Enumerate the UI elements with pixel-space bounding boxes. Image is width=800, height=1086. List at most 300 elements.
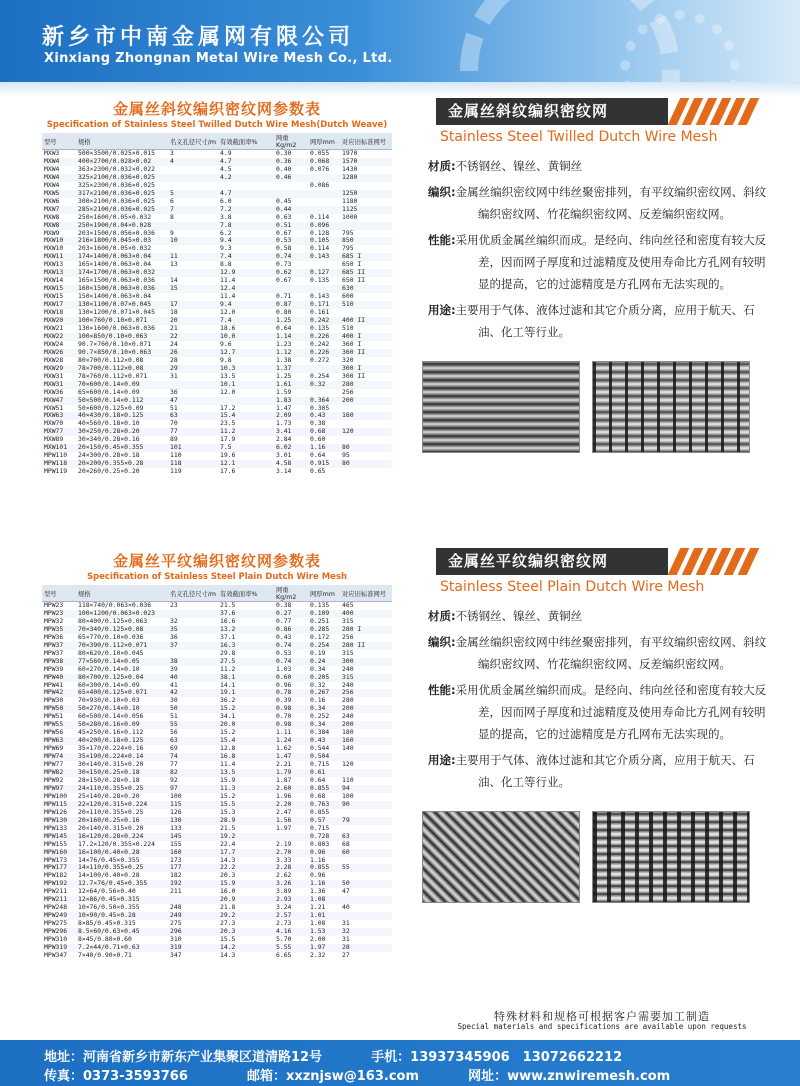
table-cell: 22.4 (220, 840, 236, 848)
table-cell: 16×100/0.40×0.28 (76, 849, 168, 857)
table-cell: 325×2300/0.036×0.025 (78, 181, 155, 189)
table-cell: 0.43 (308, 412, 340, 420)
table-cell: MXW22 (42, 333, 76, 341)
table-cell: 12.8 (220, 745, 236, 753)
table-cell: 15.2 (220, 792, 236, 800)
table-cell: MPW42 (42, 689, 76, 697)
table-cell: 155 (170, 840, 182, 848)
table-cell: 2.70 (274, 849, 308, 857)
table-cell: MXW31 (44, 372, 64, 380)
table-cell: MPW211 (42, 896, 76, 904)
table-cell: 0.63 (276, 213, 292, 221)
usage-text: 主要用于气体、液体过滤和其它介质分离，应用于航天、石油、化工等行业。 (455, 303, 755, 339)
table-cell: 51 (170, 713, 178, 721)
table-cell: 1.01 (308, 912, 340, 920)
twilled-table-title-en: Specification of Stainless Steel Twilled Dutch Wire Mesh(Dutch Weave) (46, 120, 388, 130)
table-cell: 50×600/0.125×0.09 (78, 404, 144, 412)
table-row (42, 206, 392, 214)
table-cell: 126 (170, 808, 182, 816)
table-cell: 0.171 (308, 301, 340, 309)
table-cell: MPW55 (42, 721, 76, 729)
table-row (42, 190, 392, 198)
table-cell: 28×150/0.28×0.18 (78, 776, 140, 784)
table-cell: 31 (342, 936, 350, 944)
table-row (42, 428, 392, 436)
table-cell: 17 (168, 301, 218, 309)
table-cell: 0.32 (308, 381, 340, 389)
table-cell: MPW347 (44, 951, 68, 959)
table-cell: 1.38 (276, 356, 292, 364)
table-cell: 0.226 (308, 333, 340, 341)
table-cell: 55 (340, 864, 392, 872)
table-row (42, 158, 392, 166)
table-cell: MPW192 (42, 880, 76, 888)
table-cell: 0.80 (276, 309, 292, 317)
table-row (42, 412, 392, 420)
table-cell: 20×110/0.355×0.25 (78, 808, 144, 816)
table-cell: 10.1 (218, 381, 274, 389)
table-cell: 1.53 (308, 928, 340, 936)
table-cell: 510 (342, 324, 354, 332)
table-cell: 0.251 (310, 617, 330, 625)
table-cell: MPW40 (42, 674, 76, 682)
table-cell: MXW8 (42, 222, 76, 230)
table-cell: 0.43 (308, 737, 340, 745)
twilled-description (412, 98, 772, 453)
table-cell: 41 (170, 681, 178, 689)
table-cell: 36 (170, 633, 178, 641)
table-cell: 24×300/0.28×0.18 (78, 452, 140, 460)
table-cell: 7.8 (218, 222, 274, 230)
table-cell: 130×1600/0.063×0.036 (78, 324, 155, 332)
table-cell: 0.30 (276, 149, 292, 157)
plain-photos (422, 811, 772, 903)
table-cell: 7.2 (218, 206, 274, 214)
table-cell: MPW23 (42, 610, 76, 618)
column-header: 网重Kg/m2 (274, 133, 308, 150)
table-row (42, 198, 392, 206)
table-cell: 37.1 (220, 633, 236, 641)
table-cell: 30 (170, 697, 178, 705)
twilled-table-title-cn: 金属丝斜纹编织密纹网参数表 (112, 100, 321, 118)
table-row (42, 182, 392, 190)
table-cell: 1970 (342, 149, 358, 157)
table-cell (168, 245, 218, 253)
table-cell: 79 (340, 817, 392, 825)
table-cell: 25×140/0.28×0.20 (78, 792, 140, 800)
table-cell: 15.9 (218, 880, 274, 888)
table-cell: 70 (170, 420, 178, 428)
table-cell: 1.87 (276, 776, 292, 784)
table-cell (308, 389, 340, 397)
table-cell: 0.096 (308, 222, 340, 230)
table-cell: 360 I (342, 340, 362, 348)
table-cell: 133 (170, 824, 182, 832)
table-cell: 120 (342, 761, 354, 769)
table-cell: 1.16 (308, 444, 340, 452)
performance-text: 采用优质金属丝编织而成。是经向、纬向丝径和密度有较大反差，因而网子厚度和过滤精度及使用寿命比方孔网有较明显的提高，它的过滤精度是方孔网布无法实现的。 (455, 233, 767, 291)
table-header-row (42, 585, 392, 602)
table-row (42, 237, 392, 245)
table-cell: 63 (168, 737, 218, 745)
table-cell: 2.57 (274, 912, 308, 920)
table-row (42, 301, 392, 309)
table-cell: MXW4 (42, 158, 76, 166)
table-cell: 200 (340, 397, 392, 405)
table-row (42, 166, 392, 174)
table-cell: 630 (340, 285, 392, 293)
table-cell: 15.4 (218, 737, 274, 745)
table-cell: 80×700/0.112×0.08 (78, 356, 144, 364)
table-cell: 18.6 (220, 324, 236, 332)
table-row (42, 753, 392, 761)
table-cell: 1.97 (276, 824, 292, 832)
table-cell: MPW97 (42, 785, 76, 793)
table-cell: 0.135 (310, 601, 330, 609)
table-cell (340, 825, 392, 833)
table-cell: 17.2 (220, 404, 236, 412)
table-row (42, 365, 392, 373)
table-row (42, 309, 392, 317)
table-cell: 0.53 (276, 649, 292, 657)
table-cell: 80×620/0.10×0.045 (78, 649, 144, 657)
table-row (42, 920, 392, 928)
plain-material (420, 605, 772, 627)
table-cell: 0.60 (274, 674, 308, 682)
table-cell: 0.96 (276, 681, 292, 689)
table-cell: MPW160 (42, 849, 76, 857)
table-cell (308, 285, 340, 293)
table-cell: 50×280/0.16×0.09 (76, 721, 168, 729)
plain-spec-table (42, 585, 392, 960)
table-cell: MPW211 (44, 888, 68, 896)
table-cell: 40×430/0.18×0.125 (76, 412, 168, 420)
table-cell: MPW56 (44, 729, 64, 737)
table-cell: MXW7 (42, 206, 76, 214)
table-row (42, 357, 392, 365)
table-cell: 90.7×850/0.10×0.063 (76, 349, 168, 357)
table-row (42, 777, 392, 785)
table-cell: MXW31 (42, 381, 76, 389)
footer-website[interactable]: 网址：www.znwiremesh.com (468, 1069, 671, 1084)
table-cell: 160 (168, 849, 218, 857)
twilled-weave (420, 181, 772, 225)
table-cell (168, 222, 218, 230)
table-cell (168, 610, 218, 618)
table-cell: 0.34 (308, 721, 340, 729)
footer-email[interactable]: 邮箱：xxznjsw@163.com (246, 1069, 420, 1084)
table-cell: 0.40 (276, 165, 292, 173)
table-cell: 0.128 (310, 229, 330, 237)
table-cell: 2.62 (276, 872, 292, 880)
table-cell: 15.2 (218, 705, 274, 713)
table-cell: 500×3500/0.025×0.015 (78, 149, 155, 157)
table-cell: 21.5 (220, 601, 236, 609)
table-cell: 1.08 (310, 920, 326, 928)
table-cell: MPW41 (44, 681, 64, 689)
table-cell: 300 II (342, 372, 366, 380)
table-cell: 7.5 (218, 444, 274, 452)
footer-row-1 (44, 1046, 622, 1065)
table-cell: 1.25 (274, 317, 308, 325)
table-cell: MPW319 (42, 944, 76, 952)
table-row (42, 420, 392, 428)
table-cell (218, 182, 274, 190)
twilled-section-title-cn: 金属丝斜纹编织密纹网 (436, 98, 668, 125)
table-cell: 150×1400/0.063×0.04 (78, 293, 152, 301)
table-cell: 90 (340, 801, 392, 809)
table-row (42, 952, 392, 960)
table-row (42, 936, 392, 944)
table-cell: 0.51 (274, 222, 308, 230)
table-row (42, 269, 392, 277)
table-cell: 240 (342, 681, 354, 689)
table-cell: MPW51 (44, 713, 64, 721)
table-row (42, 230, 392, 238)
table-cell: 300 I (340, 365, 392, 373)
table-cell: 0.855 (308, 785, 340, 793)
table-cell: 94 (340, 785, 392, 793)
table-row (42, 944, 392, 952)
plain-table-body (42, 602, 392, 960)
performance-text: 采用优质金属丝编织而成。是经向、纬向丝径和密度有较大反差，因而网子厚度和过滤精度及使用寿命比方孔网有较明显的提高，它的过滤精度是方孔网布无法实现的。 (455, 683, 767, 741)
table-cell: 1.12 (274, 349, 308, 357)
table-cell: 145 (168, 833, 218, 841)
table-cell: 3 (170, 149, 174, 157)
table-cell: 100×850/0.10×0.063 (76, 333, 168, 341)
column-header: 网厚mm (308, 585, 340, 602)
table-cell: 0.67 (276, 229, 292, 237)
table-cell: 20×260/0.25×0.20 (78, 468, 140, 476)
table-cell: 250×1600/0.05×0.032 (78, 213, 152, 221)
table-cell: 28 (340, 944, 392, 952)
table-cell: 1.16 (308, 880, 340, 888)
table-cell (168, 182, 218, 190)
table-cell: 74 (168, 753, 218, 761)
table-cell: 34.1 (220, 713, 236, 721)
table-cell: 16.0 (220, 888, 236, 896)
table-cell: 0.272 (310, 356, 330, 364)
header-fade (0, 82, 800, 96)
table-row (42, 705, 392, 713)
table-cell: MXW6 (44, 197, 60, 205)
table-cell: 320 (342, 356, 354, 364)
table-cell: 9 (170, 229, 174, 237)
table-cell: 0.64 (310, 776, 326, 784)
table-cell: 78×700/0.112×0.08 (76, 365, 168, 373)
table-cell: 3.24 (276, 904, 292, 912)
plain-section-title-en: Stainless Steel Plain Dutch Wire Mesh (440, 579, 705, 595)
table-cell: 4.7 (218, 158, 274, 166)
table-cell: 0.96 (308, 849, 340, 857)
column-header: 型号 (42, 133, 76, 150)
table-header-row (42, 133, 392, 150)
column-header: 规格 (76, 585, 168, 602)
table-cell (274, 190, 308, 198)
table-cell: 1.47 (276, 404, 292, 412)
table-cell: MPW133 (44, 824, 68, 832)
table-cell: 77 (170, 761, 178, 769)
table-cell: MPW37 (42, 642, 76, 650)
table-cell: MPW130 (42, 817, 76, 825)
plain-section-title-cn: 金属丝平纹编织密纹网 (436, 548, 668, 575)
table-cell: 10×90/0.45×0.28 (76, 912, 168, 920)
table-cell: 11.3 (218, 785, 274, 793)
table-cell: 47 (342, 888, 350, 896)
table-cell: 0.305 (310, 404, 330, 412)
table-cell: 0.076 (310, 165, 330, 173)
table-row (42, 610, 392, 618)
table-cell: 100×1200/0.063×0.023 (76, 610, 168, 618)
table-cell: 2.93 (274, 896, 308, 904)
plain-usage (420, 749, 772, 793)
company-name-cn: 新乡市中南金属网有限公司 (42, 25, 355, 50)
table-cell: 80×700/0.125×0.04 (76, 674, 168, 682)
table-cell: 9.6 (220, 340, 232, 348)
table-cell: MPW92 (44, 776, 64, 784)
table-cell: 182 (170, 872, 182, 880)
table-cell: 0.252 (310, 713, 330, 721)
table-cell: MXW4 (42, 174, 76, 182)
table-row (42, 436, 392, 444)
table-cell: 40×560/0.18×0.10 (78, 420, 140, 428)
table-cell: 37 (168, 642, 218, 650)
table-cell: 1.83 (274, 397, 308, 405)
table-cell: 850 (340, 237, 392, 245)
table-cell: MPW50 (42, 705, 76, 713)
table-cell: 0.62 (274, 269, 308, 277)
table-cell: 14.3 (220, 951, 236, 959)
table-cell: MXW5 (42, 190, 76, 198)
table-cell (308, 261, 340, 269)
table-cell: 20.3 (220, 872, 236, 880)
table-cell: 65×600/0.14×0.09 (78, 388, 140, 396)
table-row (42, 761, 392, 769)
table-cell: 0.143 (308, 253, 340, 261)
table-cell: 1.79 (274, 769, 308, 777)
table-cell: 325×2100/0.036×0.025 (76, 174, 168, 182)
table-cell: 315 (340, 674, 392, 682)
table-cell: 0.53 (274, 237, 308, 245)
table-cell: 160×1500/0.063×0.036 (76, 285, 168, 293)
footer-row-2 (44, 1065, 670, 1084)
table-cell: 285×2100/0.036×0.025 (76, 206, 168, 214)
table-cell: MXW63 (42, 412, 76, 420)
table-cell: 0.64 (276, 324, 292, 332)
table-cell: MXW36 (44, 388, 64, 396)
performance-label: 性能: (428, 233, 456, 247)
table-cell: MPW37 (44, 649, 64, 657)
table-cell: 82 (168, 769, 218, 777)
table-cell: 47 (168, 397, 218, 405)
table-cell: 65×770/0.10×0.036 (78, 633, 144, 641)
table-cell: 203×1600/0.05×0.032 (78, 245, 152, 253)
table-cell (340, 420, 392, 428)
table-cell: 0.32 (310, 681, 326, 689)
table-cell: MXW9 (44, 229, 60, 237)
table-cell: 77×560/0.14×0.05 (76, 658, 168, 666)
table-cell: 280 II (340, 642, 392, 650)
table-cell: 12×86/0.45×0.315 (76, 896, 168, 904)
table-cell: 0.242 (308, 317, 340, 325)
table-cell: 0.715 (310, 824, 330, 832)
table-cell: 192 (168, 880, 218, 888)
table-cell: 7 (168, 206, 218, 214)
table-cell: 685 II (340, 269, 392, 277)
column-header: 有效截面率% (218, 585, 274, 602)
table-cell: 0.98 (274, 721, 308, 729)
table-cell: 15.3 (220, 808, 236, 816)
table-row (42, 825, 392, 833)
table-cell: 100 (170, 792, 182, 800)
table-cell: 12.1 (218, 460, 274, 468)
table-cell: 0.086 (310, 181, 330, 189)
table-cell: 20 (168, 317, 218, 325)
table-cell: 2.19 (276, 840, 292, 848)
plain-description (412, 548, 772, 903)
table-cell: 1125 (340, 206, 392, 214)
table-cell: 97 (168, 785, 218, 793)
table-cell: MXW14 (44, 277, 64, 285)
table-row (42, 666, 392, 674)
table-cell: 4.58 (274, 460, 308, 468)
table-cell: 19.1 (218, 689, 274, 697)
table-cell (340, 769, 392, 777)
table-cell: MPW249 (42, 912, 76, 920)
table-row (42, 801, 392, 809)
table-cell: 0.43 (276, 633, 292, 641)
table-cell: 22×120/0.315×0.224 (76, 801, 168, 809)
footer-phone[interactable]: 手机：13937345906 13072662212 (371, 1050, 623, 1065)
column-header: 对应旧标准网号 (340, 133, 392, 150)
table-cell: 0.71 (276, 293, 292, 301)
table-cell (308, 174, 340, 182)
table-cell: 31 (170, 372, 178, 380)
material-label: 材质: (428, 159, 456, 173)
table-cell (274, 833, 308, 841)
table-cell: 1.21 (310, 904, 326, 912)
table-cell: MPW119 (44, 468, 68, 476)
table-cell: 29.8 (220, 649, 236, 657)
weave-label: 编织: (428, 635, 456, 649)
table-cell (340, 309, 392, 317)
table-cell: 9.8 (220, 356, 232, 364)
table-cell: MPW36 (44, 633, 64, 641)
table-cell: 15.4 (218, 412, 274, 420)
table-cell (168, 269, 218, 277)
table-cell: 78×760/0.112×0.071 (78, 372, 148, 380)
table-cell: 2.32 (310, 951, 326, 959)
table-row (42, 285, 392, 293)
table-row (42, 444, 392, 452)
material-label: 材质: (428, 609, 456, 623)
table-cell: 0.98 (274, 705, 308, 713)
table-cell: 20.0 (218, 721, 274, 729)
table-cell: 13.2 (218, 626, 274, 634)
plain-mesh-photo-2 (592, 811, 750, 903)
table-cell: MXW17 (42, 301, 76, 309)
table-row (42, 849, 392, 857)
table-cell: MPW296 (42, 928, 76, 936)
usage-label: 用途: (428, 753, 456, 767)
table-cell: 180 (342, 729, 354, 737)
table-cell: MXW51 (44, 404, 64, 412)
table-cell (168, 174, 218, 182)
table-row (42, 857, 392, 865)
table-cell: 24×110/0.355×0.25 (76, 785, 168, 793)
table-row (42, 841, 392, 849)
table-cell: 11.2 (218, 428, 274, 436)
